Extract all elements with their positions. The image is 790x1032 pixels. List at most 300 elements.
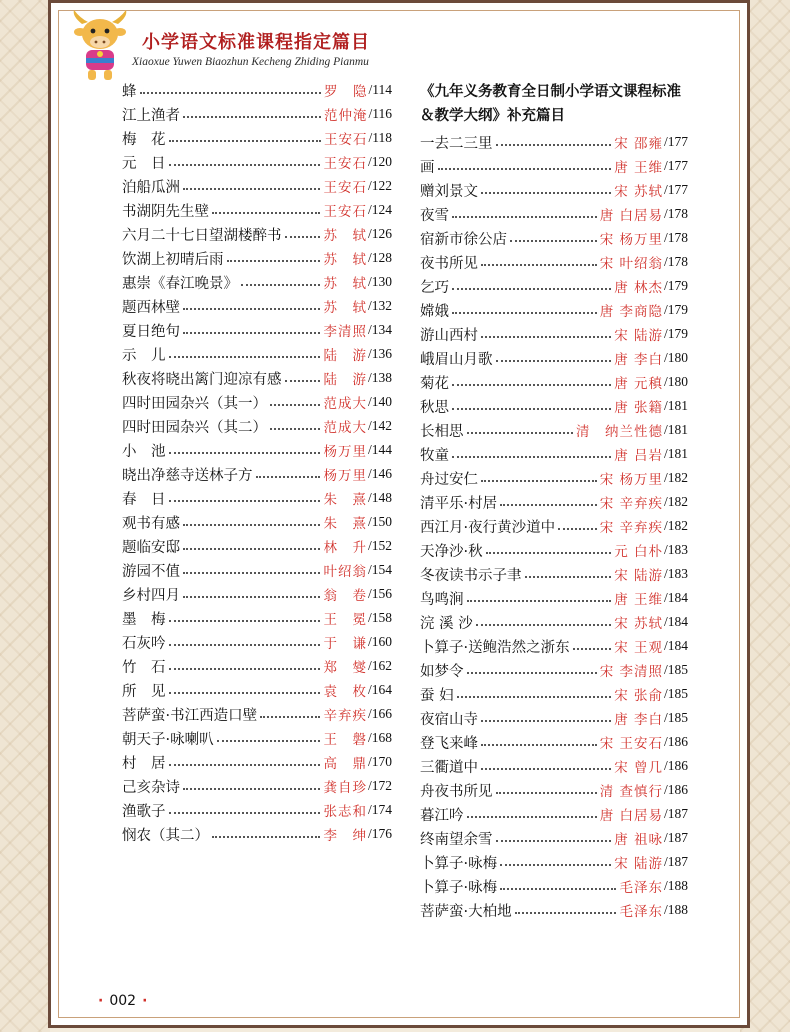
entry-page: /184: [663, 638, 688, 653]
entry-author: 宋 苏轼: [614, 616, 663, 632]
entry-title: 鸟鸣涧: [420, 591, 464, 608]
entry-author: 宋 陆游: [614, 568, 663, 584]
entry-leader-dots: [183, 788, 320, 790]
ox-mascot-icon: [68, 10, 132, 82]
entry-page: /178: [663, 254, 688, 269]
entry-author: 辛弃疾: [323, 708, 367, 724]
entry-title: 菊花: [420, 375, 449, 392]
entry-author: 唐 李白: [614, 352, 663, 368]
entry-leader-dots: [452, 288, 611, 290]
supplementary-section-title: 《九年义务教育全日制小学语文课程标准＆教学大纲》补充篇目: [420, 84, 681, 124]
entry-author: 唐 张籍: [614, 400, 663, 416]
entry-leader-dots: [467, 816, 597, 818]
toc-entry: [122, 294, 392, 318]
entry-leader-dots: [183, 596, 320, 598]
entry-leader-dots: [496, 360, 612, 362]
toc-entry: [122, 630, 392, 654]
toc-entry: [122, 726, 392, 750]
entry-author: 王安石: [323, 180, 367, 196]
entry-title: 渔歌子: [122, 803, 166, 820]
supplementary-entry-list: [420, 130, 688, 922]
entry-leader-dots: [256, 476, 321, 478]
entry-leader-dots: [169, 692, 321, 694]
entry-page: /181: [663, 446, 688, 461]
entry-author: 唐 林杰: [614, 280, 663, 296]
entry-author: 王 冕: [323, 612, 367, 628]
entry-page: /179: [663, 326, 688, 341]
entry-page: /134: [367, 322, 392, 337]
entry-author: 范成大: [323, 396, 367, 412]
entry-page: /136: [367, 346, 392, 361]
toc-entry: [122, 486, 392, 510]
entry-title: 夜雪: [420, 207, 449, 224]
toc-entry: [420, 130, 688, 154]
entry-title: 暮江吟: [420, 807, 464, 824]
toc-entry: [122, 774, 392, 798]
entry-page: /176: [367, 826, 392, 841]
entry-leader-dots: [183, 572, 320, 574]
entry-leader-dots: [496, 840, 612, 842]
entry-leader-dots: [515, 912, 617, 914]
entry-title: 冬夜读书示子聿: [420, 567, 522, 584]
entry-author: 王安石: [323, 204, 367, 220]
entry-author: 杨万里: [323, 444, 367, 460]
entry-author: 毛泽东: [619, 880, 663, 896]
toc-entry: [420, 634, 688, 658]
entry-leader-dots: [452, 456, 611, 458]
entry-page: /188: [663, 902, 688, 917]
entry-leader-dots: [496, 144, 612, 146]
entry-title: 春 日: [122, 491, 166, 508]
toc-entry: [122, 654, 392, 678]
entry-leader-dots: [496, 792, 597, 794]
toc-entry: [420, 706, 688, 730]
toc-entry: [122, 126, 392, 150]
entry-page: /122: [367, 178, 392, 193]
book-title: 小学语文标准课程指定篇目: [142, 32, 370, 53]
entry-title: 登飞来峰: [420, 735, 478, 752]
entry-page: /182: [663, 518, 688, 533]
entry-title: 嫦娥: [420, 303, 449, 320]
toc-entry: [122, 78, 392, 102]
entry-page: /132: [367, 298, 392, 313]
toc-entry: [122, 558, 392, 582]
page-number-value: 002: [109, 993, 137, 1009]
toc-entry: [122, 270, 392, 294]
toc-entry: [420, 658, 688, 682]
entry-title: 村 居: [122, 755, 166, 772]
entry-author: 翁 卷: [323, 588, 367, 604]
toc-entry: [122, 222, 392, 246]
toc-entry: [122, 702, 392, 726]
entry-leader-dots: [169, 620, 321, 622]
toc-entry: [420, 826, 688, 850]
entry-leader-dots: [558, 528, 597, 530]
toc-entry: [420, 898, 688, 922]
entry-leader-dots: [183, 116, 321, 118]
entry-leader-dots: [486, 552, 612, 554]
entry-leader-dots: [183, 308, 320, 310]
toc-entry: [420, 202, 688, 226]
entry-leader-dots: [481, 744, 597, 746]
entry-title: 朝天子·咏喇叭: [122, 731, 214, 748]
entry-page: /138: [367, 370, 392, 385]
page-number-dot-left: ·: [98, 993, 104, 1009]
toc-entry: [420, 538, 688, 562]
toc-entry: [122, 510, 392, 534]
entry-page: /116: [368, 106, 392, 121]
toc-entry: [122, 246, 392, 270]
entry-title: 宿新市徐公店: [420, 231, 507, 248]
entry-title: 己亥杂诗: [122, 779, 180, 796]
entry-title: 卜算子·送鲍浩然之浙东: [420, 639, 570, 656]
entry-page: /118: [368, 130, 392, 145]
toc-entry: [420, 586, 688, 610]
entry-title: 清平乐·村居: [420, 495, 498, 512]
toc-entry: [420, 850, 688, 874]
entry-title: 蚕 妇: [420, 687, 454, 704]
entry-title: 峨眉山月歌: [420, 351, 493, 368]
entry-page: /179: [663, 302, 688, 317]
toc-entry: [122, 342, 392, 366]
entry-leader-dots: [285, 236, 321, 238]
entry-title: 六月二十七日望湖楼醉书: [122, 227, 282, 244]
entry-page: /170: [367, 754, 392, 769]
toc-entry: [420, 874, 688, 898]
toc-entry: [420, 418, 688, 442]
entry-leader-dots: [212, 836, 320, 838]
entry-author: 李 绅: [323, 828, 367, 844]
entry-title: 江上渔者: [122, 107, 180, 124]
entry-leader-dots: [169, 164, 321, 166]
entry-author: 清 纳兰性德: [575, 424, 663, 440]
entry-author: 唐 李白: [614, 712, 663, 728]
entry-page: /142: [367, 418, 392, 433]
entry-leader-dots: [270, 428, 320, 430]
toc-entry: [420, 274, 688, 298]
toc-entry: [420, 178, 688, 202]
entry-title: 西江月·夜行黄沙道中: [420, 519, 556, 536]
toc-entry: [420, 370, 688, 394]
entry-page: /177: [663, 158, 688, 173]
entry-page: /186: [663, 734, 688, 749]
entry-author: 宋 杨万里: [599, 472, 663, 488]
entry-leader-dots: [481, 720, 611, 722]
entry-author: 宋 李清照: [599, 664, 663, 680]
entry-title: 蜂: [122, 83, 137, 100]
entry-page: /183: [663, 542, 688, 557]
entry-title: 舟过安仁: [420, 471, 478, 488]
entry-leader-dots: [217, 740, 321, 742]
entry-page: /124: [367, 202, 392, 217]
toc-left-column: [122, 78, 392, 846]
entry-author: 宋 杨万里: [599, 232, 663, 248]
entry-page: /186: [663, 758, 688, 773]
entry-title: 观书有感: [122, 515, 180, 532]
entry-title: 惠崇《春江晚景》: [122, 275, 238, 292]
entry-author: 唐 王维: [614, 160, 663, 176]
entry-title: 夜宿山寺: [420, 711, 478, 728]
entry-page: /185: [663, 710, 688, 725]
entry-leader-dots: [467, 600, 612, 602]
entry-title: 牧童: [420, 447, 449, 464]
entry-leader-dots: [140, 92, 322, 94]
entry-page: /172: [367, 778, 392, 793]
entry-page: /184: [663, 590, 688, 605]
entry-title: 晓出净慈寺送林子方: [122, 467, 253, 484]
toc-entry: [122, 414, 392, 438]
entry-author: 宋 王观: [614, 640, 663, 656]
entry-title: 赠刘景文: [420, 183, 478, 200]
entry-title: 书湖阴先生壁: [122, 203, 209, 220]
entry-author: 宋 陆游: [614, 856, 663, 872]
toc-entry: [122, 822, 392, 846]
entry-leader-dots: [481, 480, 597, 482]
entry-page: /148: [367, 490, 392, 505]
toc-entry: [420, 250, 688, 274]
entry-page: /185: [663, 662, 688, 677]
toc-entry: [122, 318, 392, 342]
entry-author: 范成大: [323, 420, 367, 436]
entry-leader-dots: [212, 212, 320, 214]
entry-leader-dots: [285, 380, 321, 382]
entry-author: 清 查慎行: [599, 784, 663, 800]
entry-title: 所 见: [122, 683, 166, 700]
entry-title: 画: [420, 159, 435, 176]
entry-leader-dots: [500, 888, 616, 890]
entry-author: 宋 苏轼: [614, 184, 663, 200]
entry-author: 苏 轼: [323, 252, 367, 268]
entry-author: 元 白朴: [614, 544, 663, 560]
entry-author: 张志和: [323, 804, 367, 820]
entry-leader-dots: [183, 524, 320, 526]
entry-page: /187: [663, 854, 688, 869]
entry-page: /164: [367, 682, 392, 697]
entry-title: 卜算子·咏梅: [420, 879, 498, 896]
toc-entry: [122, 198, 392, 222]
toc-entry: [122, 438, 392, 462]
toc-entry: [122, 750, 392, 774]
entry-page: /114: [368, 82, 392, 97]
toc-right-column: [420, 78, 688, 922]
entry-author: 唐 元稹: [614, 376, 663, 392]
entry-leader-dots: [227, 260, 321, 262]
entry-page: /154: [367, 562, 392, 577]
toc-entry: [122, 390, 392, 414]
entry-title: 夏日绝句: [122, 323, 180, 340]
entry-page: /166: [367, 706, 392, 721]
entry-title: 题临安邸: [122, 539, 180, 556]
entry-page: /180: [663, 374, 688, 389]
entry-leader-dots: [169, 812, 321, 814]
toc-entry: [122, 534, 392, 558]
entry-page: /187: [663, 806, 688, 821]
entry-leader-dots: [452, 408, 611, 410]
entry-author: 宋 叶绍翁: [599, 256, 663, 272]
entry-leader-dots: [169, 356, 321, 358]
entry-author: 宋 王安石: [599, 736, 663, 752]
entry-author: 林 升: [323, 540, 367, 556]
entry-author: 龚自珍: [323, 780, 367, 796]
entry-page: /128: [367, 250, 392, 265]
entry-leader-dots: [169, 668, 321, 670]
entry-title: 悯农（其二）: [122, 827, 209, 844]
entry-author: 唐 李商隐: [599, 304, 663, 320]
entry-leader-dots: [457, 696, 612, 698]
toc-entry: [420, 730, 688, 754]
page-number-dot-right: ·: [142, 993, 148, 1009]
toc-entry: [420, 490, 688, 514]
entry-author: 宋 张俞: [614, 688, 663, 704]
entry-leader-dots: [467, 432, 573, 434]
entry-page: /180: [663, 350, 688, 365]
entry-title: 题西林壁: [122, 299, 180, 316]
entry-title: 示 儿: [122, 347, 166, 364]
entry-author: 郑 燮: [323, 660, 367, 676]
entry-author: 宋 邵雍: [614, 136, 663, 152]
entry-page: /156: [367, 586, 392, 601]
entry-page: /187: [663, 830, 688, 845]
page-header: [62, 10, 422, 80]
entry-leader-dots: [183, 548, 320, 550]
entry-title: 饮湖上初晴后雨: [122, 251, 224, 268]
entry-page: /178: [663, 230, 688, 245]
entry-leader-dots: [183, 188, 320, 190]
toc-entry: [122, 798, 392, 822]
entry-title: 天净沙·秋: [420, 543, 483, 560]
entry-leader-dots: [452, 384, 611, 386]
entry-title: 秋思: [420, 399, 449, 416]
entry-leader-dots: [481, 264, 597, 266]
entry-title: 泊船瓜洲: [122, 179, 180, 196]
entry-author: 王安石: [323, 156, 367, 172]
toc-entry: [122, 174, 392, 198]
entry-author: 陆 游: [323, 372, 367, 388]
entry-author: 唐 祖咏: [614, 832, 663, 848]
entry-page: /182: [663, 494, 688, 509]
entry-title: 小 池: [122, 443, 166, 460]
entry-page: /182: [663, 470, 688, 485]
entry-author: 朱 熹: [323, 516, 367, 532]
entry-author: 唐 王维: [614, 592, 663, 608]
entry-author: 宋 陆游: [614, 328, 663, 344]
entry-leader-dots: [270, 404, 320, 406]
entry-author: 唐 白居易: [599, 208, 663, 224]
entry-page: /126: [367, 226, 392, 241]
entry-leader-dots: [183, 332, 320, 334]
entry-leader-dots: [481, 336, 611, 338]
entry-page: /168: [367, 730, 392, 745]
entry-page: /181: [663, 398, 688, 413]
left-border-pattern: [0, 0, 50, 1032]
entry-author: 苏 轼: [323, 300, 367, 316]
entry-author: 朱 熹: [323, 492, 367, 508]
toc-entry: [420, 778, 688, 802]
entry-leader-dots: [169, 764, 321, 766]
entry-author: 杨万里: [323, 468, 367, 484]
toc-entry: [122, 462, 392, 486]
entry-title: 终南望余雪: [420, 831, 493, 848]
entry-title: 元 日: [122, 155, 166, 172]
toc-entry: [122, 606, 392, 630]
entry-page: /152: [367, 538, 392, 553]
page-number: [92, 993, 153, 1009]
toc-entry: [122, 150, 392, 174]
entry-leader-dots: [500, 864, 611, 866]
entry-leader-dots: [169, 644, 321, 646]
toc-entry: [420, 298, 688, 322]
entry-leader-dots: [481, 192, 611, 194]
toc-entry: [420, 322, 688, 346]
entry-author: 宋 曾几: [614, 760, 663, 776]
entry-leader-dots: [438, 168, 612, 170]
toc-entry: [420, 442, 688, 466]
entry-author: 袁 枚: [323, 684, 367, 700]
entry-title: 如梦令: [420, 663, 464, 680]
entry-title: 菩萨蛮·大柏地: [420, 903, 512, 920]
entry-page: /184: [663, 614, 688, 629]
entry-title: 竹 石: [122, 659, 166, 676]
entry-page: /144: [367, 442, 392, 457]
entry-author: 陆 游: [323, 348, 367, 364]
toc-entry: [420, 226, 688, 250]
entry-author: 毛泽东: [619, 904, 663, 920]
entry-page: /160: [367, 634, 392, 649]
entry-title: 梅 花: [122, 131, 166, 148]
entry-page: /185: [663, 686, 688, 701]
entry-author: 唐 白居易: [599, 808, 663, 824]
toc-entry: [122, 678, 392, 702]
entry-author: 叶绍翁: [323, 564, 367, 580]
entry-title: 墨 梅: [122, 611, 166, 628]
entry-page: /162: [367, 658, 392, 673]
entry-leader-dots: [573, 648, 612, 650]
entry-leader-dots: [500, 504, 597, 506]
entry-author: 于 谦: [323, 636, 367, 652]
entry-author: 罗 隐: [324, 84, 368, 100]
toc-entry: [420, 562, 688, 586]
entry-author: 王 磐: [323, 732, 367, 748]
entry-page: /174: [367, 802, 392, 817]
toc-entry: [420, 610, 688, 634]
toc-entry: [420, 154, 688, 178]
entry-leader-dots: [169, 452, 321, 454]
entry-title: 游山西村: [420, 327, 478, 344]
entry-title: 乞巧: [420, 279, 449, 296]
entry-page: /140: [367, 394, 392, 409]
entry-leader-dots: [467, 672, 597, 674]
toc-entry: [420, 802, 688, 826]
entry-author: 高 鼎: [323, 756, 367, 772]
toc-entry: [420, 514, 688, 538]
entry-leader-dots: [452, 312, 597, 314]
entry-page: /179: [663, 278, 688, 293]
entry-title: 一去二三里: [420, 135, 493, 152]
book-title-pinyin: Xiaoxue Yuwen Biaozhun Kecheng Zhiding Pianmu: [132, 56, 369, 68]
toc-entry: [122, 366, 392, 390]
entry-page: /120: [367, 154, 392, 169]
entry-author: 范仲淹: [324, 108, 368, 124]
entry-leader-dots: [481, 768, 611, 770]
entry-title: 浣 溪 沙: [420, 615, 473, 632]
entry-page: /188: [663, 878, 688, 893]
entry-title: 游园不值: [122, 563, 180, 580]
entry-title: 四时田园杂兴（其二）: [122, 419, 267, 436]
entry-author: 宋 辛弃疾: [599, 520, 663, 536]
entry-author: 苏 轼: [323, 228, 367, 244]
entry-page: /181: [663, 422, 688, 437]
entry-leader-dots: [260, 716, 320, 718]
